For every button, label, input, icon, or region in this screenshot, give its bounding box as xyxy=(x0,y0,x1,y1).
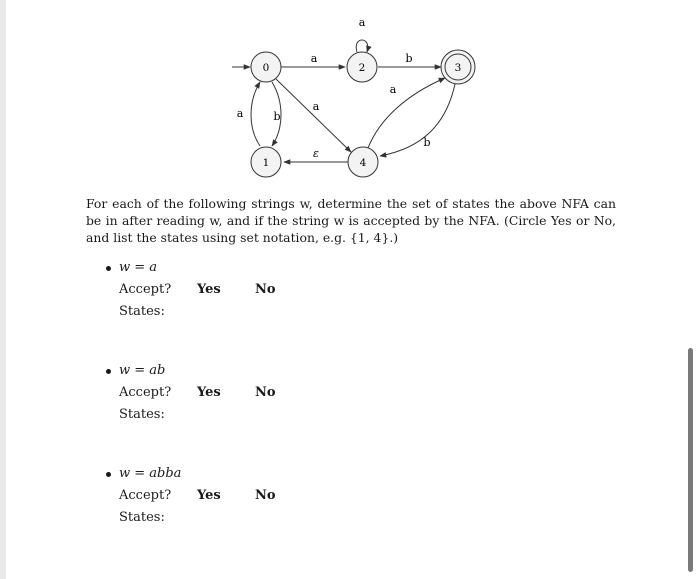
question-1-yes-option[interactable]: Yes xyxy=(197,282,221,297)
question-1-string: w = a xyxy=(119,260,158,275)
question-3-yes-option[interactable]: Yes xyxy=(197,488,221,503)
edge-0-4 xyxy=(276,79,351,152)
state-1-label: 1 xyxy=(262,157,270,169)
state-0-label: 0 xyxy=(262,62,270,74)
bullet-icon xyxy=(106,369,111,374)
state-4-label: 4 xyxy=(359,157,367,169)
question-1-accept-label: Accept? xyxy=(119,282,172,297)
state-2-label: 2 xyxy=(358,62,366,74)
bullet-icon xyxy=(106,472,111,477)
edge-0-4-label: a xyxy=(312,100,320,113)
question-3-string: w = abba xyxy=(119,466,182,481)
question-3-no-option[interactable]: No xyxy=(255,488,276,503)
edge-3-4-label: b xyxy=(423,136,431,149)
question-3-states-label: States: xyxy=(119,510,165,525)
nfa-diagram xyxy=(0,0,700,190)
edge-4-1-label: ε xyxy=(313,147,319,160)
question-2-no-option[interactable]: No xyxy=(255,385,276,400)
edge-0-2-label: a xyxy=(310,52,318,65)
state-3-label: 3 xyxy=(454,62,462,74)
edge-0-1-label: b xyxy=(273,110,281,123)
edge-2-3-label: b xyxy=(405,52,413,65)
question-1-no-option[interactable]: No xyxy=(255,282,276,297)
vertical-scrollbar[interactable] xyxy=(688,348,693,572)
edge-1-0-label: a xyxy=(236,107,244,120)
question-3-accept-label: Accept? xyxy=(119,488,172,503)
bullet-icon xyxy=(106,266,111,271)
question-2-yes-option[interactable]: Yes xyxy=(197,385,221,400)
question-2-accept-label: Accept? xyxy=(119,385,172,400)
edge-2-2-loop xyxy=(356,40,368,52)
instructions-paragraph: For each of the following strings w, determine the set of states the above NFA can be in after reading w, and if the string w is accepted by the NFA. (Circle Yes or No, and list the states using set notation, e.g. {1, 4}.) xyxy=(86,196,616,245)
edge-2-2-label: a xyxy=(358,16,366,29)
question-1-states-label: States: xyxy=(119,304,165,319)
edge-1-0 xyxy=(251,82,260,146)
question-2-string: w = ab xyxy=(119,363,166,378)
edge-4-3-label: a xyxy=(389,83,397,96)
edge-4-3 xyxy=(368,78,445,148)
question-2-states-label: States: xyxy=(119,407,165,422)
